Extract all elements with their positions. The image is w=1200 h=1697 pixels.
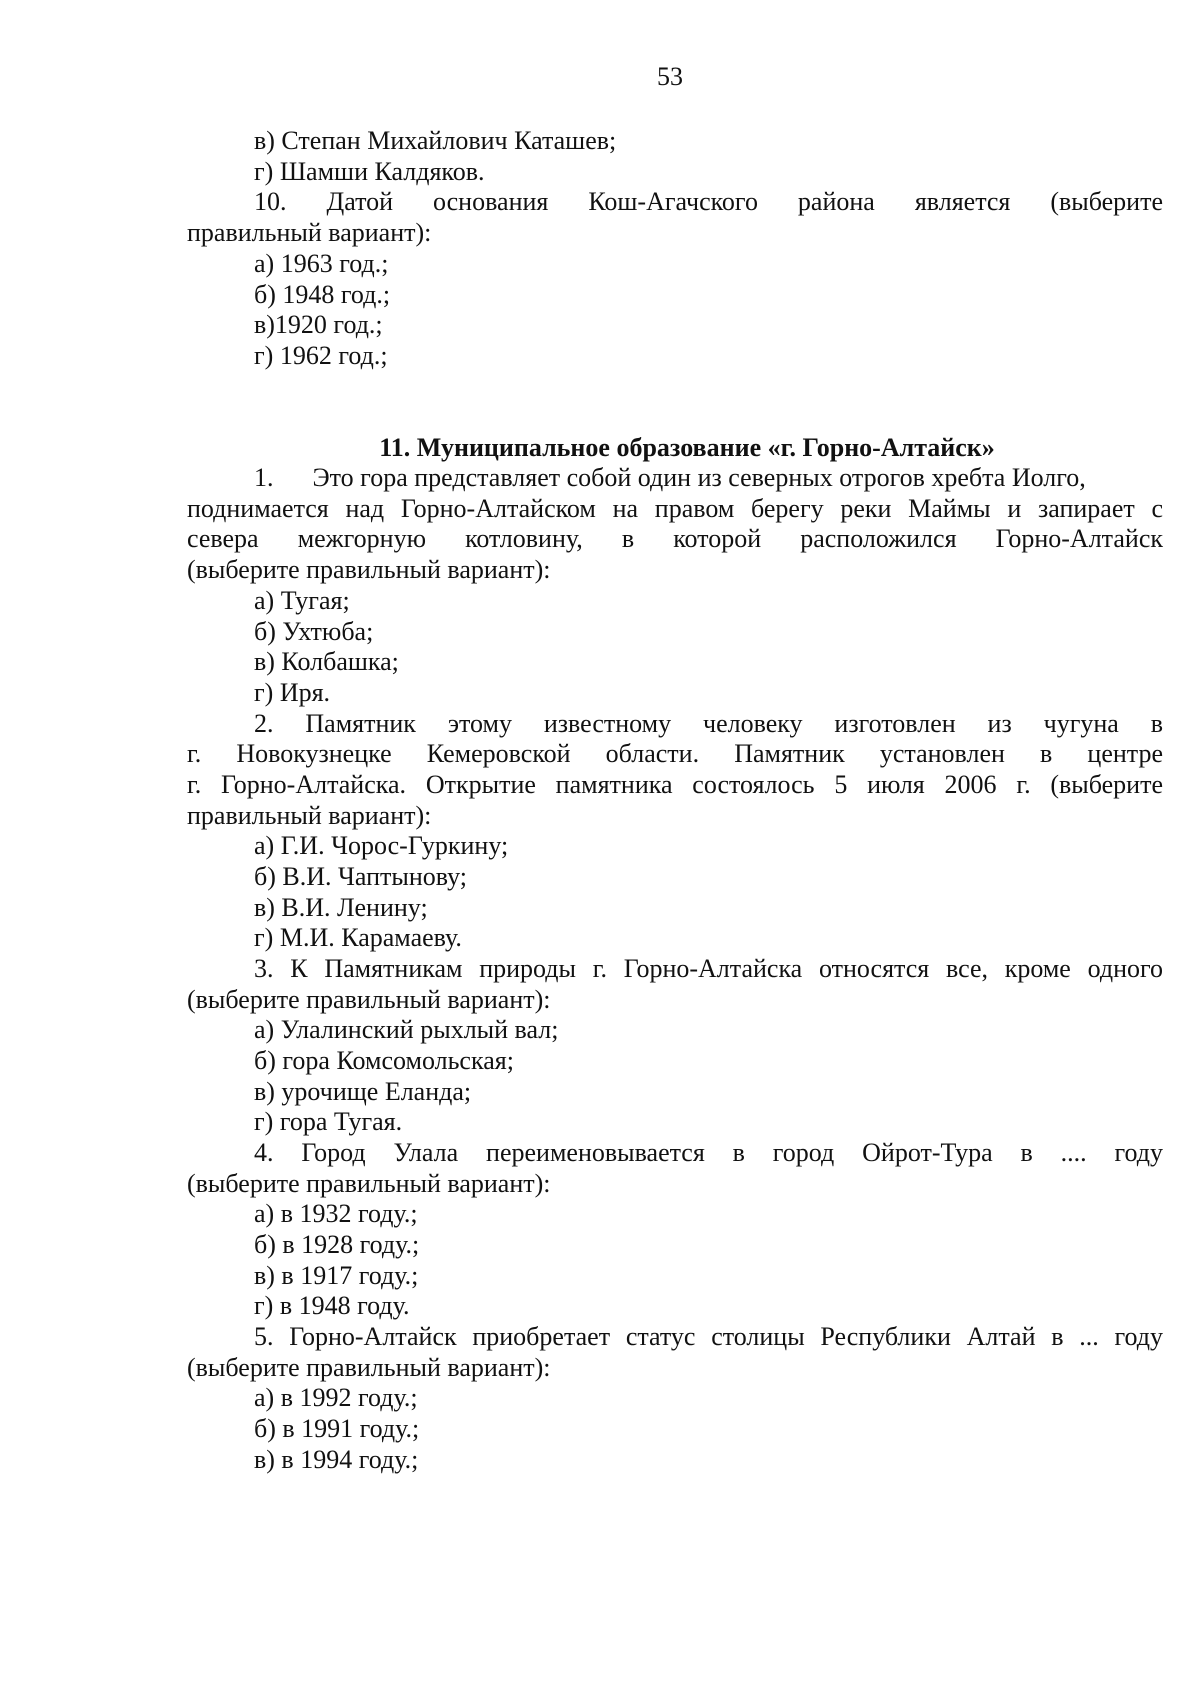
answer-option: в) в 1994 году.;	[254, 1445, 419, 1474]
answer-option: г) Шамши Калдяков.	[254, 157, 485, 186]
answer-option: б) 1948 год.;	[254, 280, 391, 309]
answer-option: б) гора Комсомольская;	[254, 1046, 514, 1075]
question-text: (выберите правильный вариант):	[187, 1353, 551, 1382]
question-text: правильный вариант):	[187, 218, 432, 247]
answer-option: а) в 1932 году.;	[254, 1199, 418, 1228]
question-text: (выберите правильный вариант):	[187, 1169, 551, 1198]
question-text: 2. Памятник этому известному человеку изготовлен из чугуна в	[254, 709, 1163, 738]
answer-option: а) в 1992 году.;	[254, 1383, 418, 1412]
section-heading: 11. Муниципальное образование «г. Горно-Алтайск»	[379, 433, 995, 462]
question-text: 1. Это гора представляет собой один из северных отрогов хребта Иолго,	[254, 463, 1086, 492]
question-text: правильный вариант):	[187, 801, 432, 830]
question-text: 5. Горно-Алтайск приобретает статус столицы Республики Алтай в ... году	[254, 1322, 1163, 1351]
answer-option: а) Г.И. Чорос-Гуркину;	[254, 831, 509, 860]
question-text: севера межгорную котловину, в которой расположился Горно-Алтайск	[187, 524, 1163, 553]
question-text: (выберите правильный вариант):	[187, 985, 551, 1014]
answer-option: б) В.И. Чаптынову;	[254, 862, 468, 891]
answer-option: г) 1962 год.;	[254, 341, 388, 370]
answer-option: в) урочище Еланда;	[254, 1077, 472, 1106]
answer-option: в) В.И. Ленину;	[254, 893, 428, 922]
answer-option: в) в 1917 году.;	[254, 1261, 419, 1290]
answer-option: в) Степан Михайлович Каташев;	[254, 126, 617, 155]
question-text: г. Горно-Алтайска. Открытие памятника состоялось 5 июля 2006 г. (выберите	[187, 770, 1163, 799]
answer-option: а) Улалинский рыхлый вал;	[254, 1015, 559, 1044]
answer-option: г) М.И. Карамаеву.	[254, 923, 462, 952]
page-number: 53	[657, 62, 683, 91]
answer-option: а) 1963 год.;	[254, 249, 389, 278]
answer-option: б) в 1928 году.;	[254, 1230, 420, 1259]
answer-option: б) в 1991 году.;	[254, 1414, 420, 1443]
question-text: 10. Датой основания Кош-Агачского района является (выберите	[254, 187, 1163, 216]
question-text: г. Новокузнецке Кемеровской области. Памятник установлен в центре	[187, 739, 1163, 768]
answer-option: б) Ухтюба;	[254, 617, 374, 646]
answer-option: в)1920 год.;	[254, 310, 383, 339]
answer-option: в) Колбашка;	[254, 647, 399, 676]
question-text: 3. К Памятникам природы г. Горно-Алтайска относятся все, кроме одного	[254, 954, 1163, 983]
question-text: поднимается над Горно-Алтайском на правом берегу реки Маймы и запирает с	[187, 494, 1163, 523]
answer-option: а) Тугая;	[254, 586, 350, 615]
question-text: 4. Город Улала переименовывается в город Ойрот-Тура в .... году	[254, 1138, 1163, 1167]
answer-option: г) гора Тугая.	[254, 1107, 403, 1136]
answer-option: г) в 1948 году.	[254, 1291, 410, 1320]
answer-option: г) Иря.	[254, 678, 331, 707]
question-text: (выберите правильный вариант):	[187, 555, 551, 584]
